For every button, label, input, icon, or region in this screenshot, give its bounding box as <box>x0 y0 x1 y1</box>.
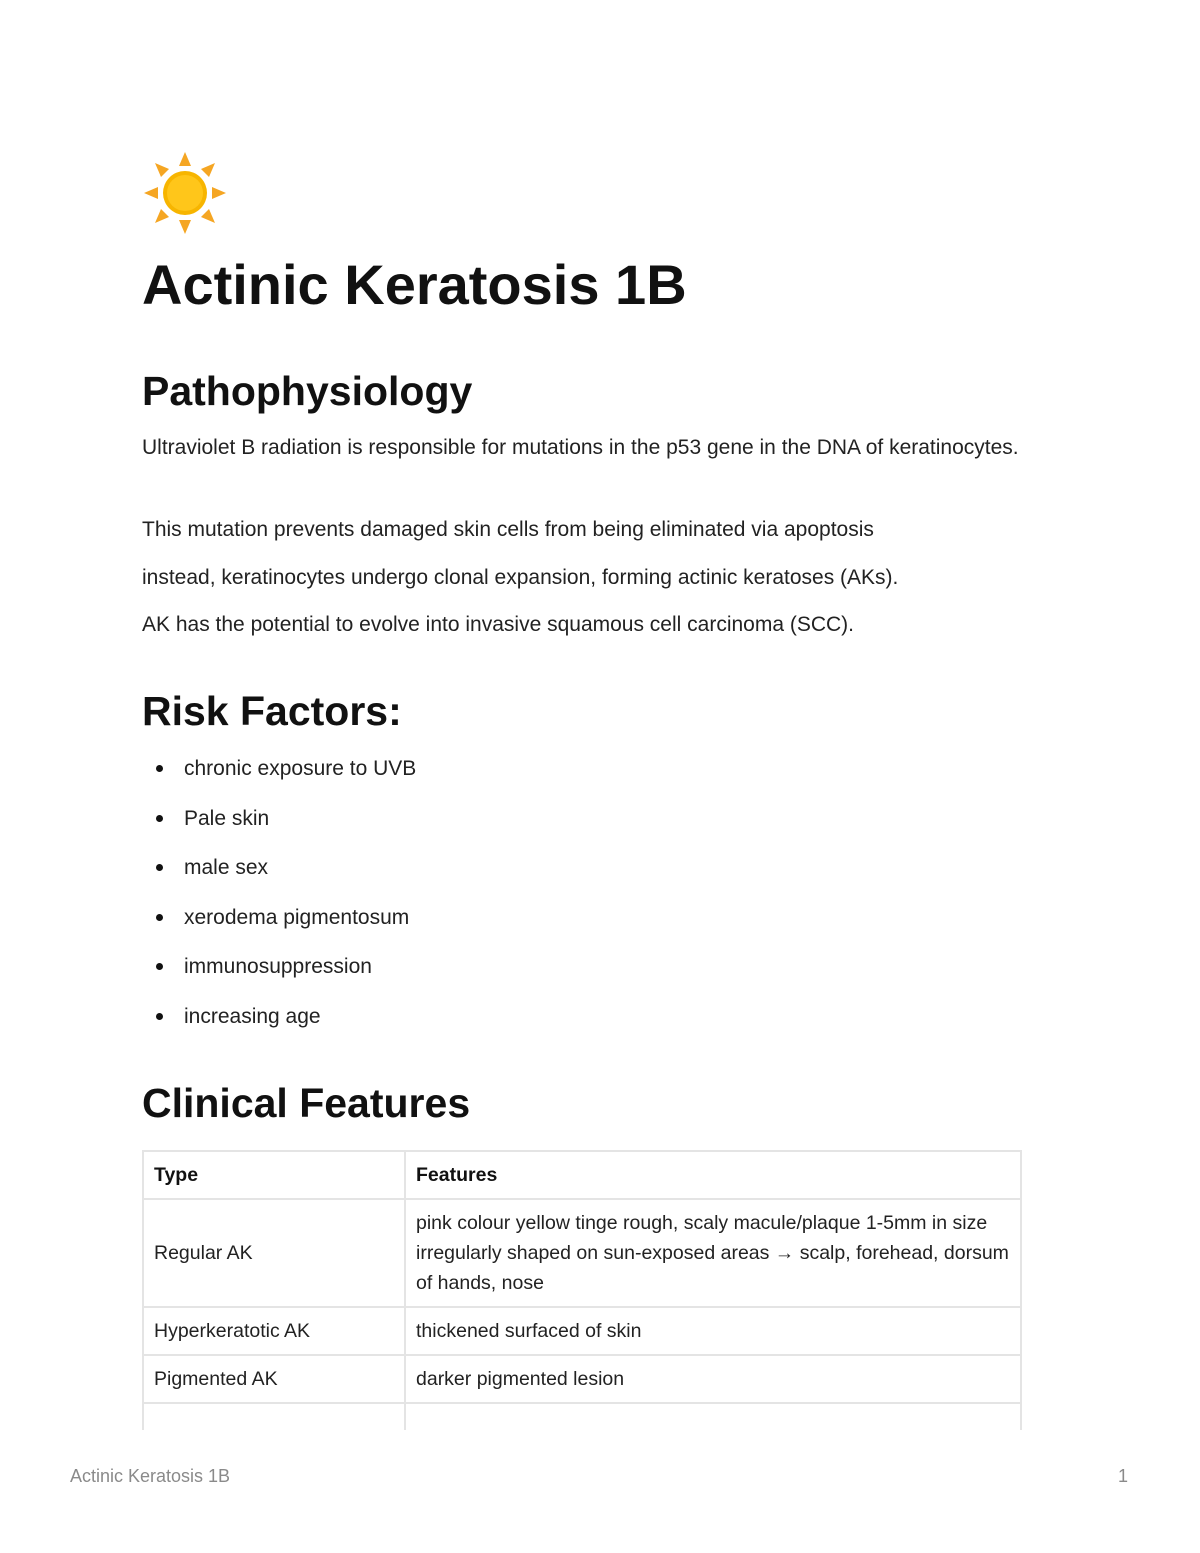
clinical-features-table <box>142 1150 1022 1430</box>
table-header-row <box>143 1151 1021 1199</box>
sun-icon <box>142 150 228 236</box>
type-cell: Hyperkeratotic AK <box>143 1307 405 1355</box>
list-item: chronic exposure to UVB <box>142 750 416 800</box>
column-header-type: Type <box>143 1151 405 1199</box>
empty-cell <box>143 1403 405 1430</box>
type-cell: Regular AK <box>143 1199 405 1307</box>
list-item: immunosuppression <box>142 948 416 998</box>
clinical-features-heading: Clinical Features <box>142 1080 471 1126</box>
table-row <box>143 1355 1021 1403</box>
pathophysiology-paragraph-2: This mutation prevents damaged skin cells from being eliminated via apoptosis <box>142 518 874 541</box>
table-row <box>143 1307 1021 1355</box>
table-row <box>143 1199 1021 1307</box>
page-number: 1 <box>1117 1466 1128 1486</box>
empty-cell <box>405 1403 1021 1430</box>
list-item: increasing age <box>142 998 416 1048</box>
list-item: male sex <box>142 849 416 899</box>
list-item: Pale skin <box>142 800 416 850</box>
features-cell: pink colour yellow tinge rough, scaly macule/plaque 1-5mm in size irregularly shaped on sun-exposed areas → scalp, forehead, dorsum of hands, nose <box>405 1199 1021 1307</box>
list-item: xerodema pigmentosum <box>142 899 416 949</box>
page-title: Actinic Keratosis 1B <box>142 253 687 316</box>
pathophysiology-heading: Pathophysiology <box>142 368 473 414</box>
pathophysiology-paragraph-1: Ultraviolet B radiation is responsible for mutations in the p53 gene in the DNA of keratinocytes. <box>142 436 1019 459</box>
features-cell: thickened surfaced of skin <box>405 1307 1021 1355</box>
type-cell: Pigmented AK <box>143 1355 405 1403</box>
risk-factors-heading: Risk Factors: <box>142 688 402 734</box>
risk-factors-list <box>142 750 416 1047</box>
table-row-empty <box>143 1403 1021 1430</box>
footer-title: Actinic Keratosis 1B <box>70 1466 231 1486</box>
pathophysiology-paragraph-3: instead, keratinocytes undergo clonal expansion, forming actinic keratoses (AKs). <box>142 566 899 589</box>
features-cell: darker pigmented lesion <box>405 1355 1021 1403</box>
pathophysiology-paragraph-4: AK has the potential to evolve into invasive squamous cell carcinoma (SCC). <box>142 613 855 636</box>
column-header-features: Features <box>405 1151 1021 1199</box>
